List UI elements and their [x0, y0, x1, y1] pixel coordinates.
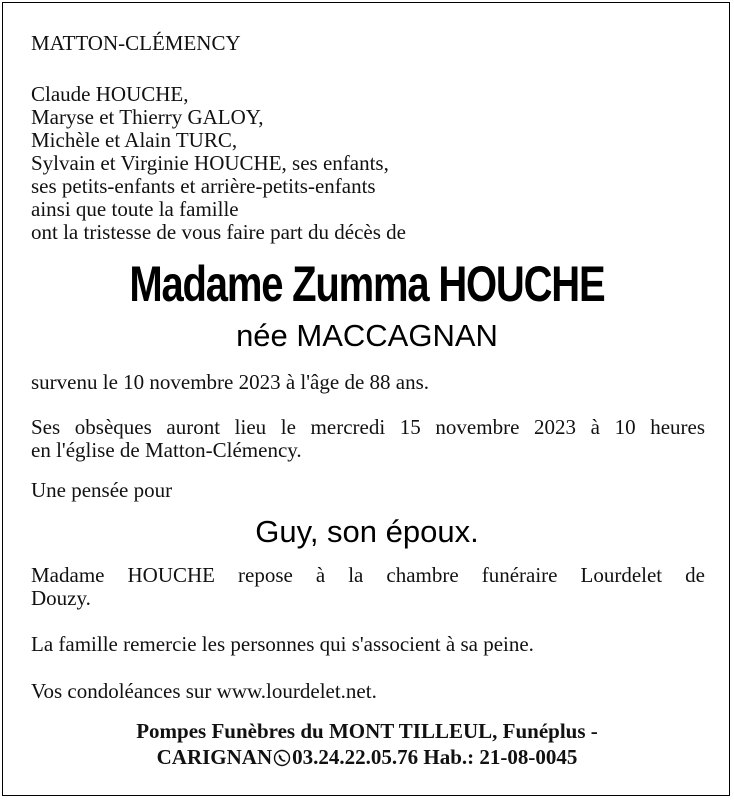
family-line: Sylvain et Virginie HOUCHE, ses enfants,	[31, 151, 389, 175]
family-line: ses petits-enfants et arrière-petits-enfants	[31, 174, 376, 198]
condolences-line: Vos condoléances sur www.lourdelet.net.	[31, 679, 377, 703]
funeral-info-line1: Ses obsèques auront lieu le mercredi 15 novembre 2023 à 10 heures	[31, 415, 705, 439]
death-info: survenu le 10 novembre 2023 à l'âge de 88 ans.	[31, 370, 430, 394]
funeral-info-line2: en l'église de Matton-Clémency.	[31, 438, 302, 462]
thanks-line: La famille remercie les personnes qui s'associent à sa peine.	[31, 632, 534, 656]
footer-hab: Hab.: 21-08-0045	[423, 745, 578, 769]
maiden-name: née MACCAGNAN	[236, 318, 498, 353]
family-line: Maryse et Thierry GALOY,	[31, 105, 264, 129]
family-line: Claude HOUCHE,	[31, 82, 189, 106]
footer-phone: 03.24.22.05.76	[292, 745, 419, 769]
rest-info-line2: Douzy.	[31, 586, 91, 610]
family-line: ont la tristesse de vous faire part du décès de	[31, 220, 406, 244]
funeral-home-line: Pompes Funèbres du MONT TILLEUL, Funéplus -	[136, 719, 598, 743]
family-line: Michèle et Alain TURC,	[31, 128, 238, 152]
rest-info-line1: Madame HOUCHE repose à la chambre funéraire Lourdelet de	[31, 563, 705, 587]
footer-city: CARIGNAN	[156, 745, 273, 769]
thought-name: Guy, son époux.	[255, 514, 479, 549]
family-line: ainsi que toute la famille	[31, 197, 239, 221]
town-heading: MATTON-CLÉMENCY	[31, 31, 241, 55]
thought-intro: Une pensée pour	[31, 478, 173, 502]
deceased-name: Madame Zumma HOUCHE	[129, 256, 605, 312]
funeral-home-contact	[0, 745, 734, 769]
phone-icon	[272, 745, 292, 769]
